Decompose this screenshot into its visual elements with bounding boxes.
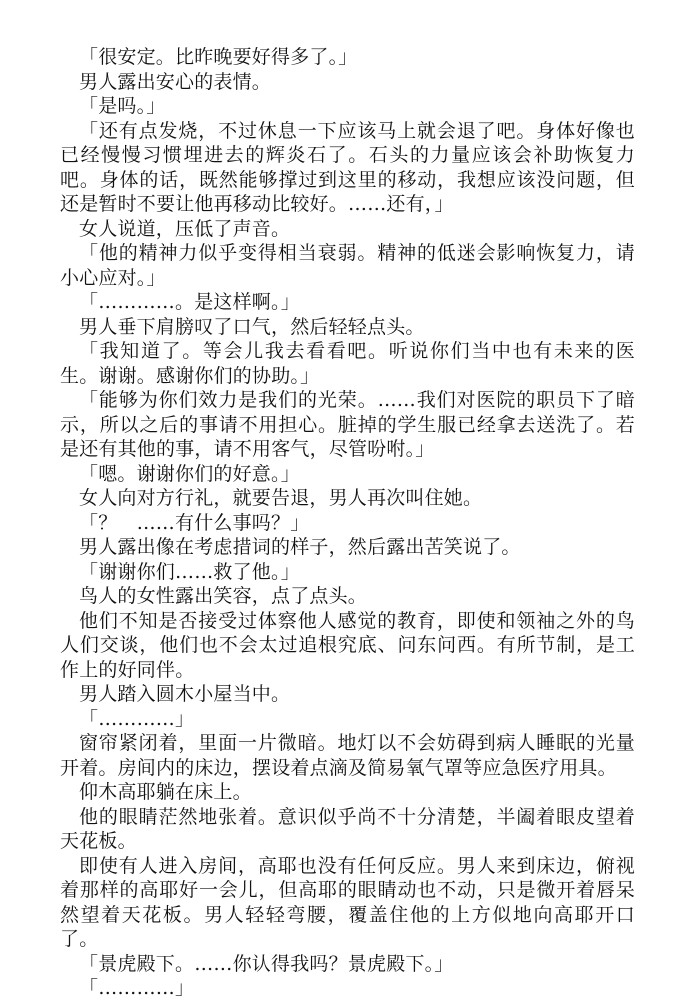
paragraph: 男人踏入圆木小屋当中。 (79, 683, 291, 705)
paragraph: 他的眼睛茫然地张着。意识似乎尚不十分清楚，半阖着眼皮望着天花板。 (60, 805, 635, 852)
paragraph: 「景虎殿下。……你认得我吗？景虎殿下。」 (79, 952, 454, 975)
novel-page-text (60, 45, 635, 1001)
paragraph: 「很安定。比昨晚要好得多了。」 (79, 46, 358, 68)
paragraph: 窗帘紧闭着，里面一片微暗。地灯以不会妨碍到病人睡眠的光量开着。房间内的床边，摆设着点滴及简易氧气罩等应急医疗用具。 (60, 732, 635, 779)
paragraph: 仰木高耶躺在床上。 (79, 781, 252, 803)
paragraph: 「…………」 (79, 977, 195, 999)
paragraph: 他们不知是否接受过体察他人感觉的教育，即使和领袖之外的鸟人们交谈，他们也不会太过追根究底、问东问西。有所节制，是工作上的好同伴。 (60, 609, 635, 681)
paragraph: 男人露出像在考虑措词的样子，然后露出苦笑说了。 (79, 536, 521, 558)
paragraph: 「还有点发烧，不过休息一下应该马上就会退了吧。身体好像也已经慢慢习惯埋进去的辉炎石了。石头的力量应该会补助恢复力吧。身体的话，既然能够撑过到这里的移动，我想应该没问题，但还是暂时不要让他再移动比较好。……还有，」 (60, 119, 635, 215)
paragraph: 「能够为你们效力是我们的光荣。……我们对医院的职员下了暗示，所以之后的事请不用担心。脏掉的学生服已经拿去送洗了。若是还有其他的事，请不用客气，尽管吩咐。」 (60, 389, 635, 460)
paragraph: 「…………」 (79, 707, 195, 730)
paragraph: 「嗯。谢谢你们的好意。」 (79, 462, 300, 485)
paragraph: 「是吗。」 (79, 95, 166, 117)
paragraph: 「？ ……有什么事吗？」 (79, 511, 310, 534)
paragraph: 女人向对方行礼，就要告退，男人再次叫住她。 (79, 487, 483, 509)
paragraph: 「他的精神力似乎变得相当衰弱。精神的低迷会影响恢复力，请小心应对。」 (60, 242, 635, 289)
paragraph: 即使有人进入房间，高耶也没有任何反应。男人来到床边，俯视着那样的高耶好一会儿，但高耶的眼睛动也不动，只是微开着唇呆然望着天花板。男人轻轻弯腰，覆盖住他的上方似地向高耶开口了。 (60, 854, 635, 950)
paragraph: 「我知道了。等会儿我去看看吧。听说你们当中也有未来的医生。谢谢。感谢你们的协助。」 (60, 340, 635, 387)
paragraph: 「…………。是这样啊。」 (79, 291, 300, 313)
paragraph: 鸟人的女性露出笑容，点了点头。 (79, 585, 368, 607)
paragraph: 男人露出安心的表情。 (79, 70, 272, 93)
paragraph: 女人说道，压低了声音。 (79, 217, 291, 240)
paragraph: 「谢谢你们……救了他。」 (79, 560, 300, 583)
paragraph: 男人垂下肩膀叹了口气，然后轻轻点头。 (79, 315, 425, 338)
